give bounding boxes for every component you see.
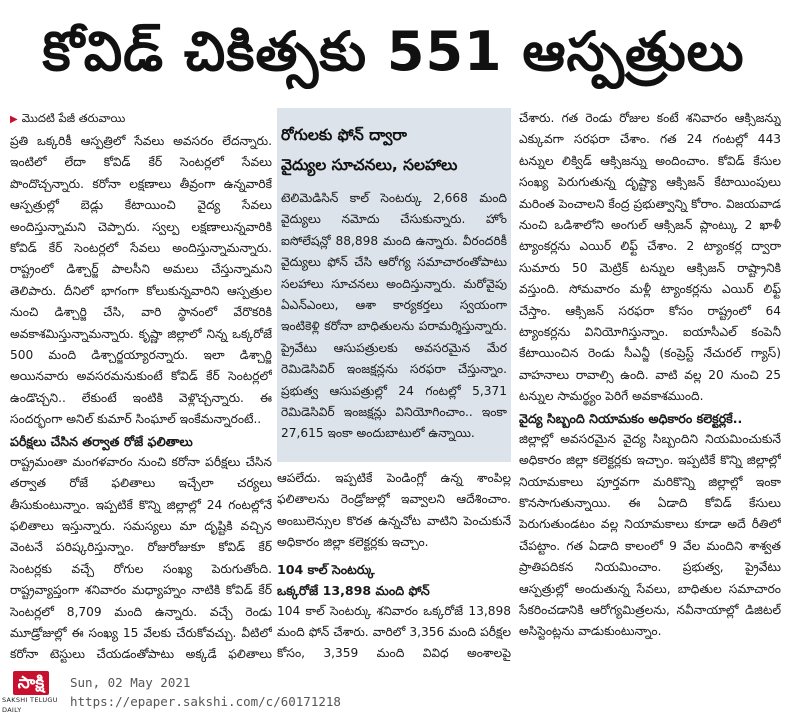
byline (10, 108, 272, 130)
col2-subhead-line-1: 104 కాల్ సెంటర్కు (277, 561, 375, 577)
col3-paragraph-1: చేశారు. గత రెండు రోజుల కంటే శనివారం ఆక్సిజన్ను ఎక్కువగా సరఫరా చేశాం. గత 24 గంటల్లో 443 టన్నుల లిక్విడ్ ఆక్సిజన్ను అందించాం. కోవిడ్ కేసుల సంఖ్య పెరుగుతున్న దృష్ట్యా ఆక్సిజన్ కేటాయింపులు మరింత పెంచాలని కేంద్ర ప్రభుత్వాన్ని కోరాం. విజయవాడ నుంచి ఒడిశాలోని అంగుల్ ఆక్సిజన్ ప్లాంట్కు 2 ఖాళీ ట్యాంకర్లను ఎయిర్ లిఫ్ట్ చేశాం. 2 ట్యాంకర్ల ద్వారా సుమారు 50 మెట్రిక్ టన్నుల ఆక్సిజన్ రాష్ట్రానికి వస్తుంది. సోమవారం మళ్లీ ట్యాంకర్లను ఎయిర్ లిఫ్ట్ చేస్తాం. ఆక్సిజన్ సరఫరా కోసం రాష్ట్రంలో 64 ట్యాంకర్లను వినియోగిస్తున్నాం. ఐయాసీఎల్ కంపెనీ కేటాయించిన రెండు సీఎన్జీ (కంప్రెస్ట్ నేచురల్ గ్యాస్) వాహనాలు రావాల్సి ఉంది. వాటి వల్ల 20 నుంచి 25 టన్నుల సామర్థ్యం పెరిగే అవకాశముంది. (519, 111, 781, 404)
info-box (277, 108, 511, 462)
col3-subhead: వైద్య సిబ్బంది నియామకం అధికారం కలెక్టర్లకే.. (519, 410, 743, 426)
col1-subhead: పరీక్షలు చేసిన తర్వాత రోజే ఫలితాలు (10, 433, 193, 449)
column-1 (10, 108, 272, 668)
col1-paragraph-1: ప్రతి ఒక్కరికీ ఆస్పత్రిలో సేవలు అవసరం లేదన్నారు. ఇంటిలో లేదా కోవిడ్ కేర్ సెంటర్లలో సేవలు పొందొచ్చన్నారు. కరోనా లక్షణాలు తీవ్రంగా ఉన్నవారికే ఆస్పత్రుల్లో బెడ్లు కేటాయించి వైద్య సేవలు అందిస్తున్నామని చెప్పారు. స్వల్ప లక్షణాలున్నవారికి కోవిడ్ కేర్ సెంటర్లలో సేవలు అందిస్తున్నామన్నారు. రాష్ట్రంలో డిశ్చార్జ్ పాలసీని అమలు చేస్తున్నామని తెలిపారు. దీనిలో భాగంగా కోలుకున్నవారిని ఆస్పత్రుల నుంచి డిశ్చార్జి చేసి, వారి స్థానంలో వేరొకరికి అవకాశమిస్తున్నామన్నారు. కృష్ణా జిల్లాలో నిన్న ఒక్కరోజే 500 మంది డిశ్చార్జయ్యారన్నారు. ఇలా డిశ్చార్జి అయినవారు అవసరమనుకుంటే కోవిడ్ కేర్ సెంటర్లలో ఉండొచ్చని.. లేకుంటే ఇంటికి వెళ్లొచ్చన్నారు. ఈ సందర్భంగా అనిల్ కుమార్ సింఘాల్ ఇంకేమన్నారంటే.. (10, 134, 272, 427)
triangle-icon: ▶ (10, 114, 18, 125)
footer (0, 672, 787, 715)
col3-paragraph-2: జిల్లాల్లో అవసరమైన వైద్య సిబ్బందిని నియమించుకునే అధికారం జిల్లా కలెక్టర్లకు ఇచ్చాం. ఇప్పటికే కొన్ని జిల్లాల్లో నియామకాలు పూర్తవగా మరికొన్ని జిల్లాల్లో ఇంకా కొనసాగుతున్నాయి. ఈ ఏడాది కోవిడ్ కేసులు పెరుగుతుండటం వల్ల నియామకాలు కూడా అదే రీతిలో చేపట్టాం. గత ఏడాది కాలంలో 9 వేల మందిని శాశ్వత ప్రాతిపదికన నియమించాం. ప్రభుత్వ, ప్రైవేటు ఆస్పత్రుల్లో అందుతున్న సేవలు, బాధితుల సమాచారం సేకరించడానికి ఆరోగ్యమిత్రలను, నవీనాయాల్లో డిజిటల్ అసిస్టెంట్లను వాడుకుంటున్నాం. (519, 431, 781, 639)
col2-subhead-line-2: ఒక్కరోజే 13,898 మంది ఫోన్ (277, 582, 430, 598)
column-2-body (277, 468, 511, 668)
column-2 (277, 108, 511, 668)
footer-url[interactable]: https://epaper.sakshi.com/c/60171218 (70, 694, 341, 709)
box-text: టెలిమెడిసిన్ కాల్ సెంటర్కు 2,668 మంది వైద్యులు నమోదు చేసుకున్నారు. హోం ఐసోలేషన్లో 88,898 మంది ఉన్నారు. వీరందరికీ వైద్యులు ఫోన్ చేసి ఆరోగ్య సమాచారంతోపాటు సలహాలు సూచనలు అందిస్తున్నారు. మరోవైపు ఏఎన్ఎంలు, ఆశా కార్యకర్తలు స్వయంగా ఇంటికెళ్లి కరోనా బాధితులను పరామర్శిస్తున్నారు. ప్రైవేటు ఆసుపత్రులకు అవసరమైన మేర రెమిడెసివిర్ ఇంజక్షన్లను సరఫరా చేస్తున్నాం. ప్రభుత్వ ఆసుపత్రుల్లో 24 గంటల్లో 5,371 రెమిడెసివిర్ ఇంజక్షన్లు వినియోగించాం.. ఇంకా 27,615 ఇంకా అందుబాటులో ఉన్నాయి. (281, 191, 507, 441)
col2-paragraph-2: 104 కాల్ సెంటర్కు శనివారం ఒక్కరోజే 13,898 మంది ఫోన్ చేశారు. వారిలో 3,356 మంది పరీక్షల కోసం, 3,359 మంది వివిధ అంశాలపై (277, 603, 511, 661)
box-title-line-2: వైద్యుల సూచనలు, సలహాలు (281, 156, 458, 174)
logo-text: సాక్షి (13, 671, 49, 695)
col2-paragraph-1: ఆపలేదు. ఇప్పటికే పెండింగ్లో ఉన్న శాంపిల్ల ఫలితాలను రెండ్రోజుల్లో ఇవ్వాలని ఆదేశించాం. అంబులెన్సుల కొరత ఉన్నచోట వాటిని పెంచుకునే అధికారం జిల్లా కలెక్టర్లకు ఇచ్చాం. (277, 471, 511, 550)
byline-text: మొదటి పేజీ తరువాయి (21, 111, 126, 125)
headline: కోవిడ్ చికిత్సకు 551 ఆస్పత్రులు (42, 20, 745, 83)
sakshi-logo (2, 674, 60, 712)
col1-paragraph-2: రాష్ట్రమంతా మంగళవారం నుంచి కరోనా పరీక్షలు చేసిన తర్వాత రోజే ఫలితాలు ఇచ్చేలా చర్యలు తీసుకుంటున్నాం. ఇప్పటికే కొన్ని జిల్లాల్లో 24 గంటల్లోనే ఫలితాలు ఇస్తున్నారు. సమస్యలు మా దృష్టికి వచ్చిన వెంటనే పరిష్కరిస్తున్నాం. రోజురోజుకూ కోవిడ్ కేర్ సెంటర్లకు వచ్చే రోగుల సంఖ్య పెరుగుతోంది. రాష్ట్రవ్యాప్తంగా శనివారం మధ్యాహ్నం నాటికి కోవిడ్ కేర్ సెంటర్లలో 8,709 మంది ఉన్నారు. వచ్చే రెండు మూడ్రోజుల్లో ఈ సంఖ్య 15 వేలకు చేరుకోవచ్చు. వీటిలో కరోనా టెస్టులు చేయడంతోపాటు అక్కడే ఫలితాలు (10, 454, 272, 662)
footer-date: Sun, 02 May 2021 (70, 675, 191, 690)
logo-subtext: SAKSHI TELUGU DAILY (2, 696, 58, 714)
column-3 (519, 108, 781, 668)
box-title-line-1: రోగులకు ఫోన్ ద్వారా (281, 126, 407, 144)
